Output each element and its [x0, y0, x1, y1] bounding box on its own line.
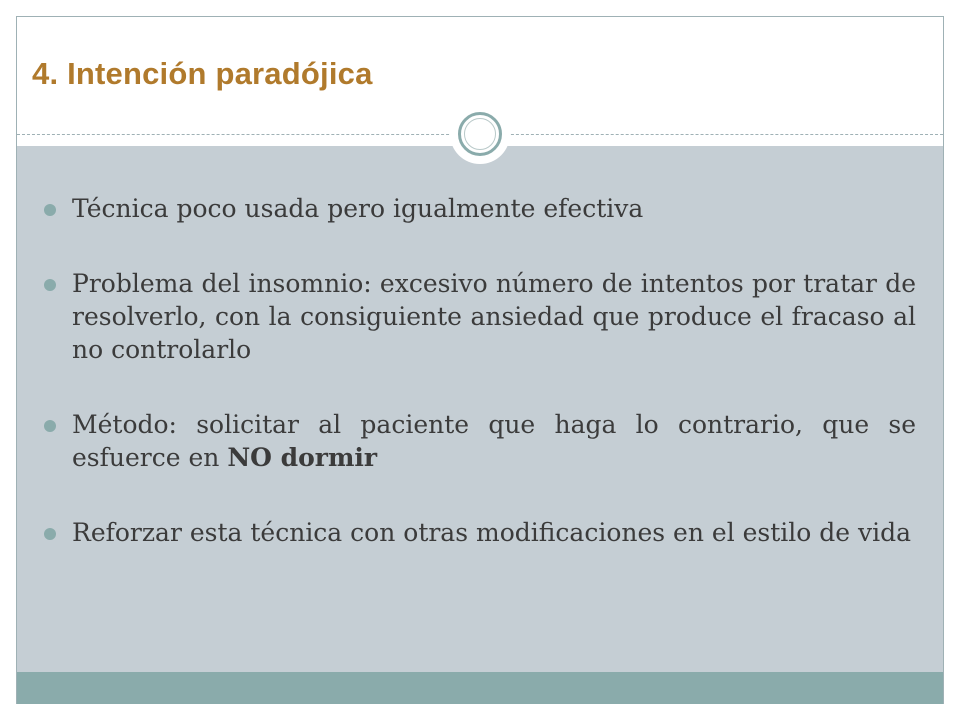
bullet-item-reinforce [44, 516, 916, 549]
round-bullet-icon [44, 420, 56, 432]
ring-inner [464, 118, 496, 150]
bullet-item-technique [44, 192, 916, 225]
footer-bar [17, 672, 943, 704]
round-bullet-icon [44, 528, 56, 540]
bullet-item-method [44, 408, 916, 474]
bullet-item-problem [44, 267, 916, 366]
bullet-text-emphasis: NO dormir [227, 443, 378, 472]
ring-outer [458, 112, 502, 156]
bullet-text: Método: solicitar al paciente que haga lo contrario, que se esfuerce en [72, 410, 916, 472]
bullet-text: Técnica poco usada pero igualmente efectiva [72, 194, 644, 223]
round-bullet-icon [44, 279, 56, 291]
bullet-list [44, 192, 916, 549]
slide-title: 4. Intención paradójica [32, 56, 373, 91]
bullet-text: Reforzar esta técnica con otras modificaciones en el estilo de vida [72, 518, 912, 547]
bullet-text: Problema del insomnio: excesivo número de intentos por tratar de resolverlo, con la consiguiente ansiedad que produce el fracaso al no controlarlo [72, 269, 916, 364]
round-bullet-icon [44, 204, 56, 216]
ring-ornament-icon [450, 104, 510, 164]
